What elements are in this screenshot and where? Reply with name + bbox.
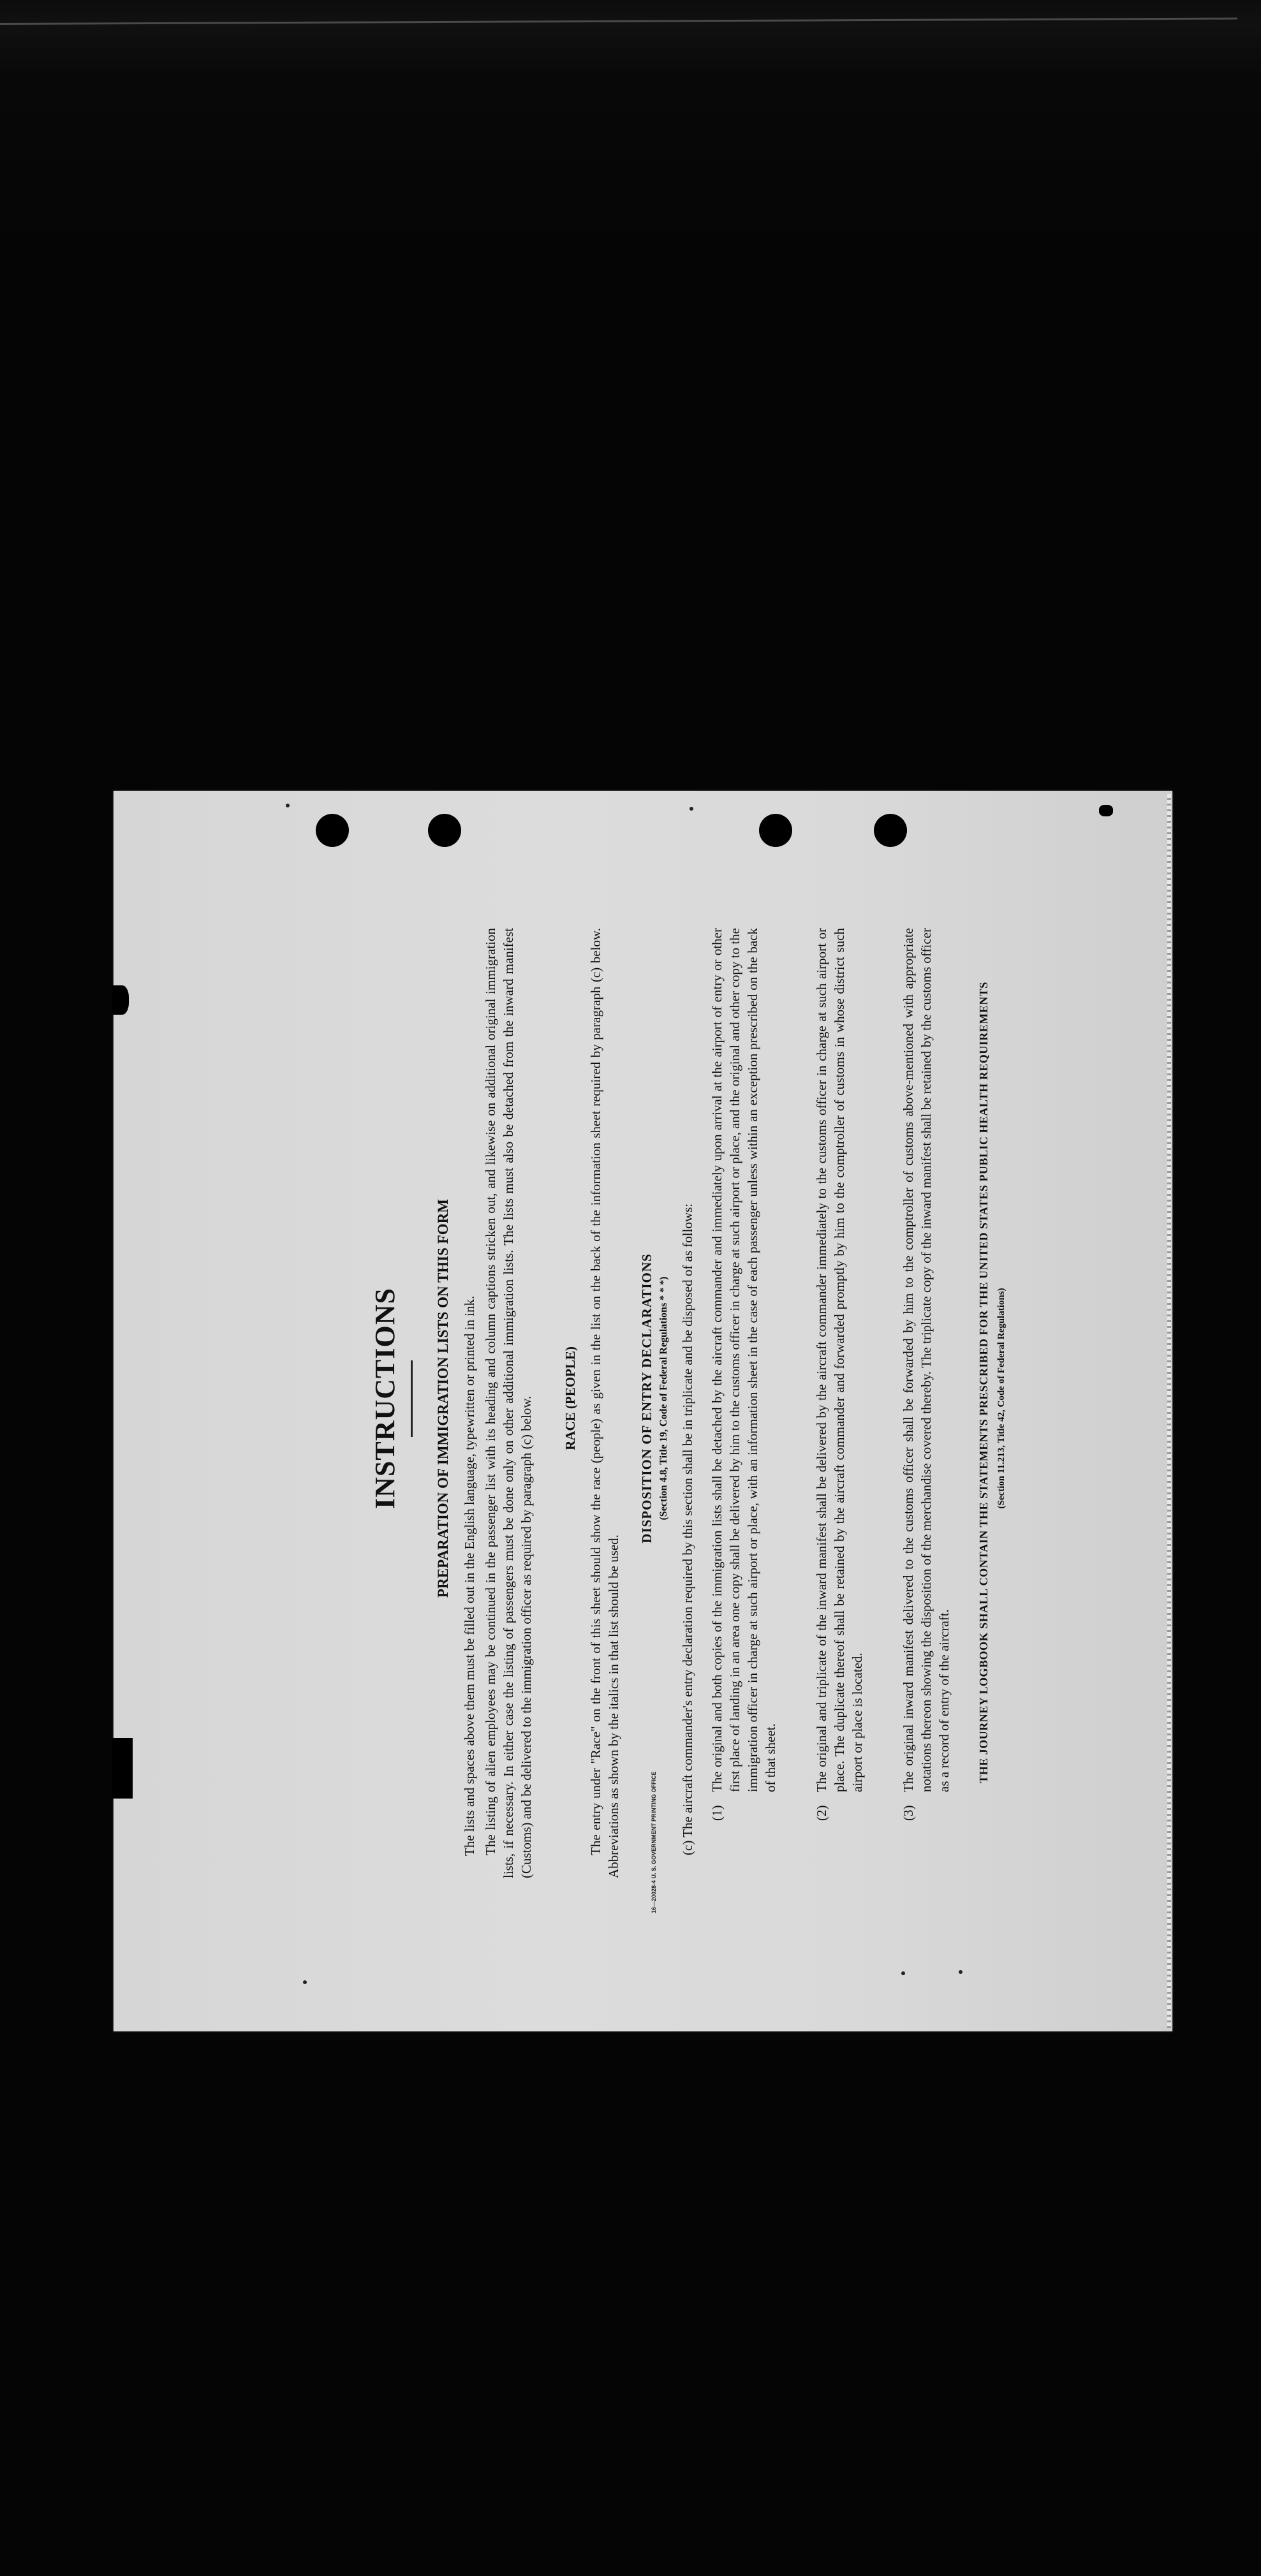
preparation-paragraph-1: The lists and spaces above them must be filled out in the English language, typewritten or printed in ink. [462, 1295, 477, 1856]
journey-logbook-heading: THE JOURNEY LOGBOOK SHALL CONTAIN THE STATEMENTS PRESCRIBED FOR THE UNITED STATES PUBLIC HEALTH REQUIREMENTS [977, 982, 990, 1783]
item-number: (2) [814, 1805, 829, 1821]
speck [303, 1980, 307, 1984]
instructions-content [364, 880, 1007, 1917]
race-heading: RACE (PEOPLE) [563, 1346, 578, 1450]
item-text: The original and both copies of the immigration lists shall be detached by the aircraft commander and immediately upon arrival at the airport of entry or other first place of landing in an area one copy shall be delivered by him to the customs officer in charge at such airport or place, and the original and other copy to the immigration officer in charge at such airport or place, with an information sheet in the case of each passenger unless within an exception prescribed on the back of that sheet. [709, 928, 778, 1792]
item-text: The original inward manifest delivered to the customs officer shall be forwarded by him to the comptroller of customs above-mentioned with appropriate notations thereon showing the disposition of the merchandise covered thereby. The triplicate copy of the inward manifest shall be retained by the customs officer as a record of entry of the aircraft. [901, 928, 952, 1792]
edge-tear-left-2 [112, 1738, 133, 1799]
preparation-heading: PREPARATION OF IMMIGRATION LISTS ON THIS FORM [435, 1199, 451, 1598]
printing-office-mark: 16—20028-4 U. S. GOVERNMENT PRINTING OFFICE [651, 1771, 657, 1913]
disposition-citation: (Section 4.8, Title 19, Code of Federal Regulations * * *) [658, 1276, 669, 1520]
edge-tear-left-1 [112, 985, 129, 1015]
perforated-right-edge [1167, 794, 1171, 2028]
speck [689, 807, 693, 811]
disposition-intro: (c) The aircraft commander's entry declaration required by this section shall be in triplicate and be disposed of as follows: [680, 1203, 695, 1855]
edge-tear-top-right [1099, 805, 1113, 816]
punch-hole-2 [428, 814, 461, 847]
punch-hole-1 [316, 814, 349, 847]
speck [901, 1971, 905, 1975]
race-paragraph: The entry under "Race" on the front of this sheet should show the race (people) as given in the list on the back of the information sheet required by paragraph (c) below. Abbreviations as shown by the italics in that list should be used. [588, 928, 621, 1878]
item-number: (1) [709, 1805, 725, 1821]
preparation-paragraph-2: The listing of alien employees may be continued in the passenger list with its heading and column captions stricken out, and likewise on additional original immigration lists, if necessary. In either case the listing of passengers must be done only on other additional immigration lists. The lists must also be detached from the inward manifest (Customs) and be delivered to the immigration officer as required by paragraph (c) below. [483, 928, 534, 1878]
punch-hole-4 [874, 814, 907, 847]
disposition-heading: DISPOSITION OF ENTRY DECLARATIONS [639, 1253, 654, 1543]
journey-logbook-citation: (Section 11.213, Title 42, Code of Federal Regulations) [996, 1288, 1007, 1509]
speck [286, 804, 290, 807]
page-title: INSTRUCTIONS [369, 1288, 401, 1509]
speck [959, 1970, 962, 1974]
item-number: (3) [901, 1805, 916, 1821]
item-text: The original and triplicate of the inward manifest shall be delivered by the aircraft commander immediately to the customs officer in charge at such airport or place. The duplicate thereof shall be retained by the aircraft commander and forwarded promptly by him to the comptroller of customs in whose district such airport or place is located. [814, 928, 865, 1792]
title-underline [411, 1360, 413, 1437]
punch-hole-3 [759, 814, 792, 847]
